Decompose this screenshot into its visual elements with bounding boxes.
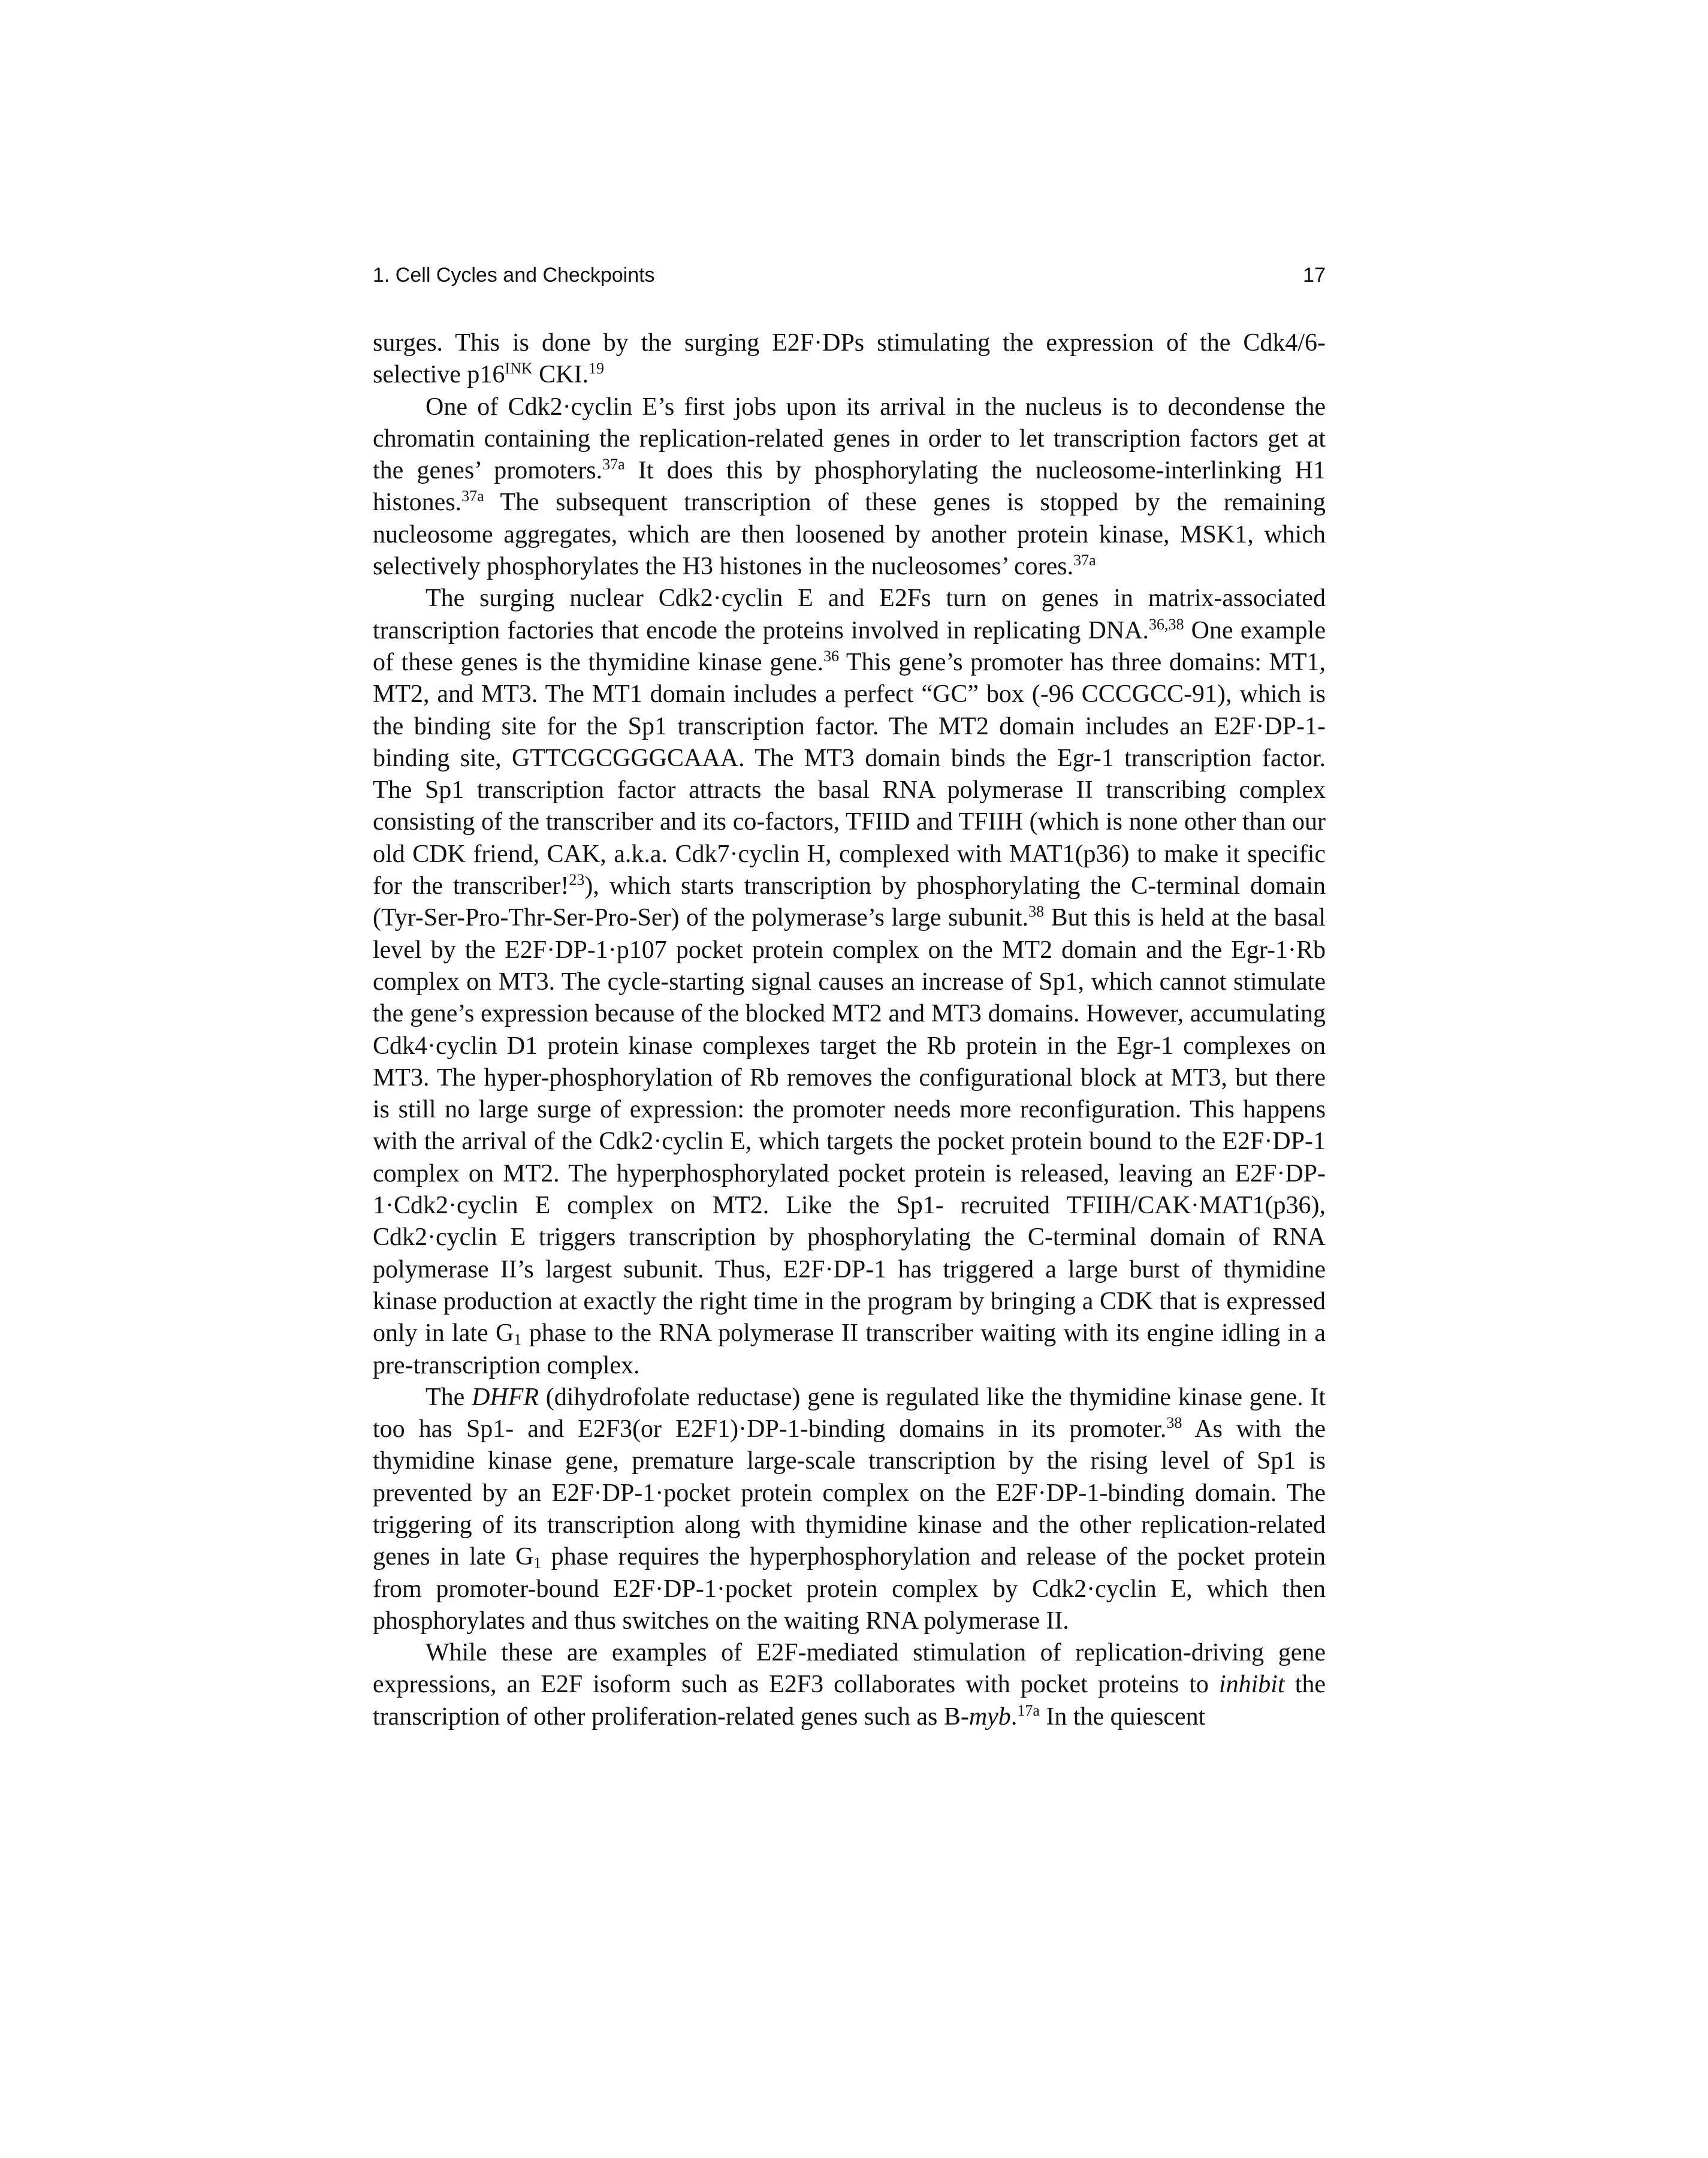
text-run: the transcription of other proliferation-related genes such as B-	[373, 1671, 1326, 1731]
text-run: The subsequent transcription of these genes is stopped by the remaining nucleosome aggregates, which are then loosened by another protein kinase, MSK1, which selectively phosphorylates the H3 histones in the nucleosomes’ cores.	[373, 489, 1326, 581]
page-number: 17	[1303, 264, 1326, 287]
text-run: The	[426, 1383, 472, 1411]
text-run: One example of these genes is the thymidine kinase gene.	[373, 616, 1326, 676]
paragraph	[373, 1637, 1326, 1733]
text-run: The surging nuclear Cdk2·cyclin E and E2Fs turn on genes in matrix-associated transcription factories that encode the proteins involved in replicating DNA.	[373, 584, 1326, 644]
text-run: phase to the RNA polymerase II transcriber waiting with its engine idling in a pre-transcription complex.	[373, 1319, 1326, 1379]
text-run: surges. This is done by the surging E2F·DPs stimulating the expression of the Cdk4/6-selective p16	[373, 329, 1326, 389]
reference-superscript: INK	[505, 360, 533, 378]
chapter-title: 1. Cell Cycles and Checkpoints	[373, 264, 655, 287]
reference-superscript: 36,38	[1149, 615, 1184, 633]
paragraph	[373, 327, 1326, 391]
reference-superscript: 23	[569, 871, 585, 889]
text-run: It does this by phosphorylating the nucleosome-interlinking H1 histones.	[373, 457, 1326, 517]
paragraph	[373, 1382, 1326, 1637]
italic-text: DHFR	[472, 1383, 539, 1411]
text-run: But this is held at the basal level by the E2F·DP-1·p107 pocket protein complex on the MT2 domain and the Egr-1·Rb complex on MT3. The cycle-starting signal causes an increase of Sp1, which cannot stimulate the gene’s expression because of the blocked MT2 and MT3 domains. However, accumulating Cdk4·cyclin D1 protein kinase complexes target the Rb protein in the Egr-1 complexes on MT3. The hyper-phosphorylation of Rb removes the configurational block at MT3, but there is still no large surge of expression: the promoter needs more reconfiguration. This happens with the arrival of the Cdk2·cyclin E, which targets the pocket protein bound to the E2F·DP-1 complex on MT2. The hyperphosphorylated pocket protein is released, leaving an E2F·DP-1·Cdk2·cyclin E complex on MT2. Like the Sp1- recruited TFIIH/CAK·MAT1(p36), Cdk2·cyclin E triggers transcription by phosphorylating the C-terminal domain of RNA polymerase II’s largest subunit. Thus, E2F·DP-1 has triggered a large burst of thymidine kinase production at exactly the right time in the program by bringing a CDK that is expressed only in late G	[373, 904, 1326, 1348]
reference-superscript: 37a	[461, 487, 484, 505]
text-run: CKI.	[532, 361, 589, 389]
italic-text: inhibit	[1218, 1671, 1285, 1699]
text-run: phase requires the hyperphosphorylation and release of the pocket protein from promoter-bound E2F·DP-1·pocket protein complex by Cdk2·cyclin E, which then phosphorylates and thus switches on the waiting RNA polymerase II.	[373, 1543, 1326, 1635]
reference-superscript: 38	[1166, 1414, 1182, 1432]
paragraph	[373, 391, 1326, 583]
running-head	[373, 264, 1326, 294]
text-run: While these are examples of E2F-mediated stimulation of replication-driving gene expressions, an E2F isoform such as E2F3 collaborates with pocket proteins to	[373, 1639, 1326, 1699]
reference-superscript: 37a	[1073, 551, 1096, 569]
subscript: 1	[514, 1331, 522, 1349]
text-run: This gene’s promoter has three domains: MT1, MT2, and MT3. The MT1 domain includes a perfect “GC” box (-96 CCCGCC-91), which is the binding site for the Sp1 transcription factor. The MT2 domain includes an E2F·DP-1-binding site, GTTCGCGGGCAAA. The MT3 domain binds the Egr-1 transcription factor. The Sp1 transcription factor attracts the basal RNA polymerase II transcribing complex consisting of the transcriber and its co-factors, TFIID and TFIIH (which is none other than our old CDK friend, CAK, a.k.a. Cdk7·cyclin H, complexed with MAT1(p36) to make it specific for the transcriber!	[373, 648, 1326, 900]
reference-superscript: 37a	[602, 456, 625, 474]
text-run: One of Cdk2·cyclin E’s first jobs upon its arrival in the nucleus is to decondense the chromatin containing the replication-related genes in order to let transcription factors get at the genes’ promoters.	[373, 393, 1326, 485]
italic-text: myb	[968, 1702, 1011, 1731]
reference-superscript: 19	[588, 360, 604, 378]
text-run: As with the thymidine kinase gene, premature large-scale transcription by the rising level of Sp1 is prevented by an E2F·DP-1·pocket protein complex on the E2F·DP-1-binding domain. The triggering of its transcription along with thymidine kinase and the other replication-related genes in late G	[373, 1415, 1326, 1571]
reference-superscript: 17a	[1017, 1701, 1040, 1719]
body-text	[373, 327, 1326, 1733]
subscript: 1	[533, 1554, 542, 1572]
reference-superscript: 38	[1028, 903, 1045, 921]
book-page	[373, 264, 1326, 1733]
paragraph	[373, 583, 1326, 1381]
text-run: (dihydrofolate reductase) gene is regulated like the thymidine kinase gene. It too has Sp1- and E2F3(or E2F1)·DP-1-binding domains in its promoter.	[373, 1383, 1326, 1443]
text-run: ), which starts transcription by phosphorylating the C-terminal domain (Tyr-Ser-Pro-Thr-Ser-Pro-Ser) of the polymerase’s large subunit.	[373, 872, 1326, 932]
text-run: In the quiescent	[1039, 1702, 1206, 1731]
reference-superscript: 36	[823, 647, 840, 665]
text-run: .	[1010, 1702, 1018, 1731]
